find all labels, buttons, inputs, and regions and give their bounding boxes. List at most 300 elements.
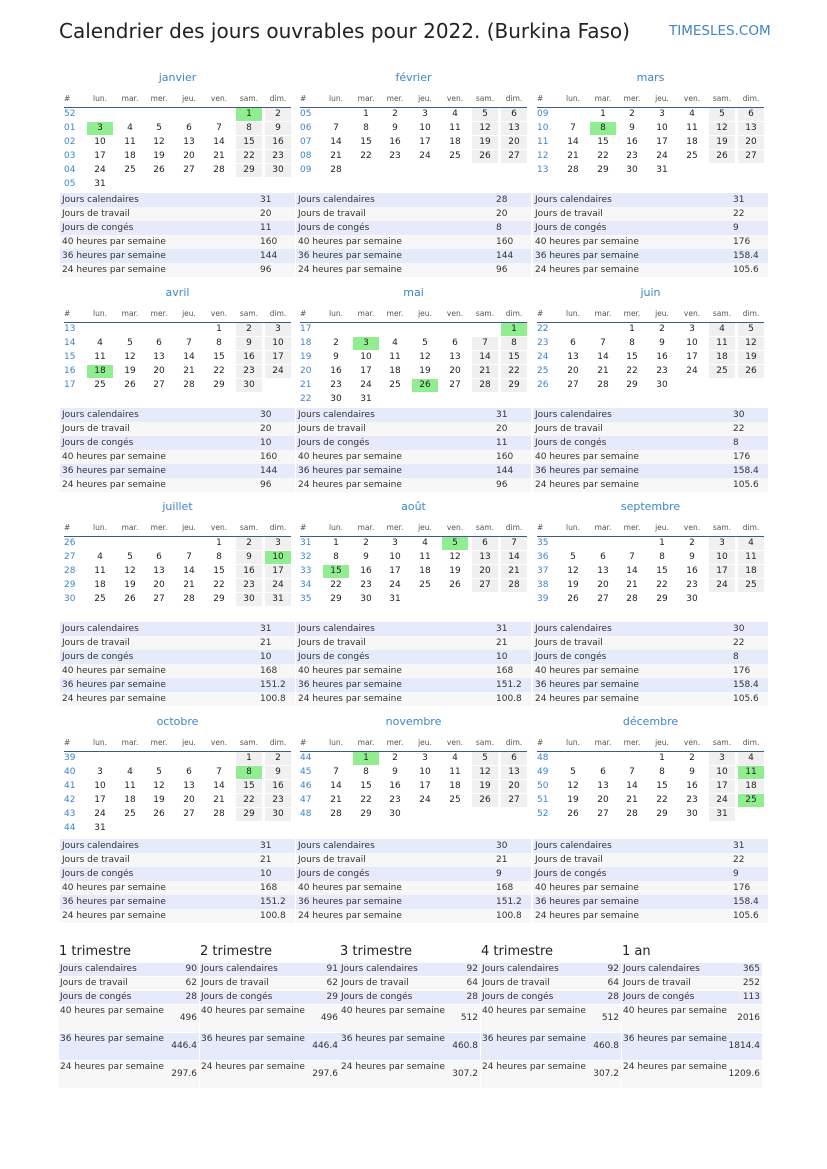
day-cell: 11	[124, 137, 136, 147]
quarter-row	[59, 1061, 199, 1088]
day-cell: 27	[597, 594, 609, 604]
quarter-title: 2 trimestre	[200, 944, 273, 959]
week-number: 26	[64, 538, 76, 548]
stat-row	[60, 853, 295, 867]
stat-value: 21	[496, 638, 508, 648]
day-cell: 24	[709, 794, 735, 807]
month-name: février	[395, 71, 432, 84]
weekday-label: ven.	[446, 738, 464, 747]
stat-row	[296, 207, 531, 221]
stat-label: 24 heures par semaine	[298, 911, 402, 921]
weekday-label: lun.	[566, 738, 580, 747]
day-cell: 25	[686, 151, 698, 161]
stat-label: 24 heures par semaine	[298, 694, 402, 704]
weekday-label: mer.	[150, 523, 168, 532]
quarter-value: 28	[185, 992, 197, 1002]
quarter-value: 496	[179, 1013, 197, 1023]
day-cell: 14	[330, 137, 342, 147]
week-number: 51	[537, 795, 549, 805]
weekday-label: mer.	[386, 523, 404, 532]
day-cell: 23	[236, 365, 262, 378]
month-name: juin	[640, 286, 661, 299]
quarter-row	[622, 991, 762, 1004]
day-cell: 16	[686, 781, 698, 791]
stat-value: 100.8	[496, 911, 522, 921]
day-cell: 11	[449, 767, 461, 777]
stat-row	[533, 207, 768, 221]
holiday-day: 11	[738, 766, 764, 779]
day-cell: 12	[153, 137, 165, 147]
weekday-label: sam.	[239, 94, 259, 103]
weekday-label: sam.	[239, 309, 259, 318]
stat-value: 176	[733, 666, 751, 676]
day-cell: 12	[472, 122, 498, 135]
stat-value: 96	[260, 480, 272, 490]
stat-label: 40 heures par semaine	[298, 237, 402, 247]
week-number: 26	[537, 380, 549, 390]
weekday-label: lun.	[93, 309, 107, 318]
day-cell: 29	[360, 809, 372, 819]
day-cell: 18	[449, 781, 461, 791]
weekday-label: ven.	[446, 309, 464, 318]
day-cell: 31	[656, 165, 668, 175]
day-cell: 21	[597, 366, 609, 376]
day-cell: 28	[183, 594, 195, 604]
weekday-label: mar.	[594, 738, 612, 747]
quarter-label: 40 heures par semaine	[482, 1006, 586, 1016]
week-number: 32	[300, 552, 312, 562]
quarter-label: 40 heures par semaine	[60, 1006, 164, 1016]
stat-value: 31	[733, 841, 745, 851]
week-number: 28	[64, 566, 76, 576]
day-cell: 4	[738, 752, 764, 765]
weekday-label: #	[537, 309, 544, 318]
week-number: 23	[537, 338, 549, 348]
weekday-label: dim.	[269, 94, 287, 103]
week-number: 24	[537, 352, 549, 362]
stat-value: 176	[733, 883, 751, 893]
day-cell: 2	[392, 109, 398, 119]
stat-row	[60, 895, 295, 909]
day-cell: 28	[626, 594, 638, 604]
week-number: 44	[300, 753, 312, 763]
day-cell: 4	[738, 537, 764, 550]
stat-row	[60, 450, 295, 464]
stat-value: 8	[733, 438, 739, 448]
week-number: 06	[300, 123, 312, 133]
day-cell: 25	[738, 579, 764, 592]
day-cell: 1	[629, 324, 635, 334]
quarter-label: Jours de travail	[482, 978, 550, 988]
weekday-label: ven.	[210, 523, 228, 532]
day-cell: 27	[472, 579, 498, 592]
weekday-label: ven.	[683, 309, 701, 318]
stat-label: 40 heures par semaine	[298, 883, 402, 893]
quarter-value: 28	[466, 992, 478, 1002]
day-cell: 23	[330, 380, 342, 390]
weekday-label: sam.	[712, 94, 732, 103]
stat-row	[296, 235, 531, 249]
day-cell: 3	[265, 537, 291, 550]
stat-row	[296, 436, 531, 450]
site-link[interactable]: TIMESLES.COM	[669, 23, 771, 39]
holiday-day: 8	[236, 766, 262, 779]
stat-label: Jours de congés	[535, 869, 607, 879]
weekday-label: sam.	[712, 738, 732, 747]
weekday-label: sam.	[712, 523, 732, 532]
stat-row	[296, 221, 531, 235]
day-cell: 10	[686, 338, 698, 348]
week-number: 39	[537, 594, 549, 604]
day-cell: 7	[186, 552, 192, 562]
day-cell: 25	[449, 795, 461, 805]
quarter-value: 446.4	[312, 1041, 338, 1051]
day-cell: 25	[124, 165, 136, 175]
stat-label: Jours de travail	[62, 209, 130, 219]
stat-value: 144	[496, 251, 514, 261]
stat-value: 31	[733, 195, 745, 205]
week-number: 09	[300, 165, 312, 175]
stat-value: 31	[496, 624, 508, 634]
week-number: 05	[300, 109, 312, 119]
day-cell: 23	[686, 795, 698, 805]
stat-value: 11	[260, 223, 272, 233]
day-cell: 23	[265, 794, 291, 807]
stat-value: 100.8	[260, 911, 286, 921]
day-cell: 7	[216, 767, 222, 777]
week-number: 10	[537, 123, 549, 133]
stat-label: 36 heures par semaine	[535, 466, 639, 476]
weekday-label: #	[537, 94, 544, 103]
day-cell: 28	[567, 165, 579, 175]
stat-value: 31	[260, 195, 272, 205]
weekday-label: sam.	[475, 94, 495, 103]
day-cell: 3	[689, 324, 695, 334]
day-cell: 9	[659, 338, 665, 348]
weekday-label: dim.	[269, 523, 287, 532]
stat-row	[533, 650, 768, 664]
day-cell: 1	[659, 538, 665, 548]
quarter-label: 40 heures par semaine	[623, 1006, 727, 1016]
week-number: 09	[537, 109, 549, 119]
day-cell: 1	[659, 753, 665, 763]
day-cell: 13	[449, 352, 461, 362]
weekday-label: mer.	[386, 94, 404, 103]
weekday-label: jeu.	[182, 738, 196, 747]
weekday-label: #	[537, 523, 544, 532]
quarter-label: 24 heures par semaine	[201, 1062, 305, 1072]
quarter-value: 62	[185, 978, 197, 988]
weekday-label: mar.	[121, 94, 139, 103]
quarter-label: 24 heures par semaine	[341, 1062, 445, 1072]
week-number: 13	[64, 324, 76, 334]
stat-row	[296, 650, 531, 664]
day-cell: 24	[389, 580, 401, 590]
week-number: 47	[300, 795, 312, 805]
weekday-label: lun.	[566, 523, 580, 532]
quarter-row	[340, 1033, 480, 1060]
weekday-label: dim.	[742, 523, 760, 532]
day-cell: 17	[265, 565, 291, 578]
day-cell: 23	[686, 580, 698, 590]
week-number: 44	[64, 823, 76, 833]
weekday-label: mer.	[150, 738, 168, 747]
stat-row	[533, 636, 768, 650]
stat-label: Jours calendaires	[298, 841, 375, 851]
weekday-label: ven.	[446, 523, 464, 532]
day-cell: 19	[472, 136, 498, 149]
day-cell: 23	[236, 579, 262, 592]
weekday-label: jeu.	[182, 309, 196, 318]
stat-row	[533, 422, 768, 436]
stat-label: 24 heures par semaine	[62, 911, 166, 921]
month-name: novembre	[385, 715, 442, 728]
day-cell: 24	[709, 579, 735, 592]
quarter-value: 460.8	[452, 1041, 478, 1051]
week-number: 42	[64, 795, 76, 805]
weekday-label: ven.	[683, 738, 701, 747]
day-cell: 5	[156, 767, 162, 777]
stat-value: 11	[496, 438, 508, 448]
quarter-label: 36 heures par semaine	[623, 1034, 727, 1044]
week-number: 34	[300, 580, 312, 590]
day-cell: 5	[709, 108, 735, 121]
week-number: 25	[537, 366, 549, 376]
week-number: 21	[300, 380, 312, 390]
day-cell: 24	[360, 380, 372, 390]
stat-row	[296, 853, 531, 867]
weekday-label: dim.	[269, 309, 287, 318]
day-cell: 13	[153, 352, 165, 362]
day-cell: 12	[449, 552, 461, 562]
day-cell: 25	[449, 151, 461, 161]
quarter-value: 496	[320, 1013, 338, 1023]
stat-value: 105.6	[733, 911, 759, 921]
stat-value: 21	[260, 638, 272, 648]
weekday-label: lun.	[93, 738, 107, 747]
day-cell: 1	[236, 752, 262, 765]
weekday-header	[300, 307, 527, 323]
day-cell: 26	[567, 594, 579, 604]
stat-label: Jours calendaires	[298, 624, 375, 634]
quarter-label: 24 heures par semaine	[623, 1062, 727, 1072]
day-cell: 12	[419, 352, 431, 362]
quarter-value: 28	[607, 992, 619, 1002]
day-cell: 3	[97, 767, 103, 777]
day-cell: 16	[265, 780, 291, 793]
day-cell: 12	[567, 781, 579, 791]
month-name: juillet	[162, 500, 193, 513]
stat-value: 30	[733, 410, 745, 420]
day-cell: 22	[656, 795, 668, 805]
weekday-label: #	[64, 309, 71, 318]
day-cell: 30	[330, 394, 342, 404]
day-cell: 4	[452, 753, 458, 763]
quarter-label: Jours de congés	[341, 992, 413, 1002]
quarter-row	[481, 1005, 621, 1032]
stat-label: Jours de congés	[62, 438, 134, 448]
stat-value: 158.4	[733, 466, 759, 476]
weekday-header	[537, 521, 764, 537]
stat-label: 36 heures par semaine	[62, 897, 166, 907]
stat-label: Jours de congés	[535, 223, 607, 233]
weekday-label: #	[300, 523, 307, 532]
weekday-label: lun.	[329, 523, 343, 532]
day-cell: 8	[216, 552, 222, 562]
day-cell: 27	[183, 165, 195, 175]
day-cell: 8	[501, 337, 527, 350]
stat-label: Jours calendaires	[62, 624, 139, 634]
stat-row	[60, 692, 295, 706]
stat-label: Jours de congés	[62, 652, 134, 662]
week-number: 17	[64, 380, 76, 390]
weekday-header	[537, 736, 764, 752]
stat-label: Jours de congés	[535, 438, 607, 448]
day-cell: 26	[124, 594, 136, 604]
weekday-label: lun.	[329, 738, 343, 747]
day-cell: 18	[419, 566, 431, 576]
day-cell: 11	[738, 551, 764, 564]
stat-row	[296, 263, 531, 277]
weekday-label: sam.	[239, 738, 259, 747]
stat-label: Jours de travail	[298, 638, 366, 648]
stat-label: 24 heures par semaine	[62, 480, 166, 490]
weekday-header	[300, 736, 527, 752]
day-cell: 24	[94, 809, 106, 819]
quarter-row	[200, 991, 340, 1004]
day-cell: 6	[186, 767, 192, 777]
day-cell: 17	[360, 366, 372, 376]
day-cell: 28	[330, 809, 342, 819]
stat-label: Jours de congés	[298, 223, 370, 233]
stat-row	[60, 207, 295, 221]
weekday-label: #	[300, 309, 307, 318]
day-cell: 9	[363, 552, 369, 562]
day-cell: 20	[472, 565, 498, 578]
quarter-label: 36 heures par semaine	[341, 1034, 445, 1044]
day-cell: 19	[153, 151, 165, 161]
day-cell: 15	[626, 352, 638, 362]
day-cell: 22	[360, 151, 372, 161]
day-cell: 30	[389, 809, 401, 819]
stat-row	[296, 464, 531, 478]
day-cell: 28	[330, 165, 342, 175]
stat-row	[60, 622, 295, 636]
quarter-value: 307.2	[593, 1069, 619, 1079]
day-cell: 20	[738, 136, 764, 149]
day-cell: 22	[330, 580, 342, 590]
day-cell: 14	[330, 781, 342, 791]
day-cell: 16	[686, 566, 698, 576]
day-cell: 26	[449, 580, 461, 590]
stat-row	[296, 450, 531, 464]
quarter-row	[622, 1033, 762, 1060]
day-cell: 8	[333, 552, 339, 562]
day-cell: 18	[449, 137, 461, 147]
stat-label: 40 heures par semaine	[535, 237, 639, 247]
day-cell: 5	[472, 108, 498, 121]
day-cell: 22	[213, 580, 225, 590]
day-cell: 2	[333, 338, 339, 348]
weekday-label: jeu.	[655, 309, 669, 318]
stat-row	[60, 867, 295, 881]
stat-label: 36 heures par semaine	[298, 897, 402, 907]
stat-row	[60, 193, 295, 207]
stat-value: 151.2	[496, 680, 522, 690]
day-cell: 9	[265, 766, 291, 779]
holiday-day: 18	[87, 365, 113, 378]
quarter-value: 307.2	[452, 1069, 478, 1079]
stat-value: 100.8	[496, 694, 522, 704]
holiday-day: 1	[236, 108, 262, 121]
day-cell: 11	[389, 352, 401, 362]
stat-label: 24 heures par semaine	[535, 911, 639, 921]
day-cell: 15	[213, 566, 225, 576]
day-cell: 19	[153, 795, 165, 805]
day-cell: 18	[738, 565, 764, 578]
stat-label: Jours calendaires	[535, 410, 612, 420]
day-cell: 8	[659, 552, 665, 562]
stat-row	[60, 263, 295, 277]
day-cell: 6	[186, 123, 192, 133]
stat-value: 105.6	[733, 480, 759, 490]
weekday-label: jeu.	[418, 94, 432, 103]
day-cell: 2	[265, 752, 291, 765]
stat-label: Jours calendaires	[62, 841, 139, 851]
stat-label: 40 heures par semaine	[62, 666, 166, 676]
quarter-value: 460.8	[593, 1041, 619, 1051]
stat-value: 20	[260, 209, 272, 219]
day-cell: 22	[656, 580, 668, 590]
quarter-label: 24 heures par semaine	[60, 1062, 164, 1072]
holiday-day: 26	[412, 379, 438, 392]
day-cell: 11	[94, 566, 106, 576]
quarter-row	[59, 977, 199, 990]
stat-value: 105.6	[733, 265, 759, 275]
stat-value: 176	[733, 237, 751, 247]
stat-value: 31	[496, 410, 508, 420]
day-cell: 29	[656, 809, 668, 819]
day-cell: 22	[501, 365, 527, 378]
stat-value: 9	[733, 223, 739, 233]
day-cell: 5	[156, 123, 162, 133]
quarter-label: Jours calendaires	[201, 964, 278, 974]
day-cell: 15	[360, 137, 372, 147]
week-number: 29	[64, 580, 76, 590]
day-cell: 28	[183, 380, 195, 390]
week-number: 48	[300, 809, 312, 819]
weekday-label: dim.	[505, 309, 523, 318]
weekday-label: dim.	[742, 94, 760, 103]
day-cell: 26	[153, 165, 165, 175]
stat-label: Jours de congés	[298, 652, 370, 662]
month-name: août	[401, 500, 426, 513]
stat-row	[533, 249, 768, 263]
stat-value: 31	[260, 624, 272, 634]
quarter-row	[340, 1005, 480, 1032]
day-cell: 4	[127, 767, 133, 777]
day-cell: 7	[472, 337, 498, 350]
stat-row	[533, 692, 768, 706]
stat-row	[60, 678, 295, 692]
week-number: 40	[64, 767, 76, 777]
quarter-value: 29	[326, 992, 338, 1002]
week-number: 52	[64, 109, 76, 119]
stat-label: 40 heures par semaine	[535, 666, 639, 676]
day-cell: 14	[183, 352, 195, 362]
stat-value: 21	[260, 855, 272, 865]
day-cell: 7	[570, 123, 576, 133]
